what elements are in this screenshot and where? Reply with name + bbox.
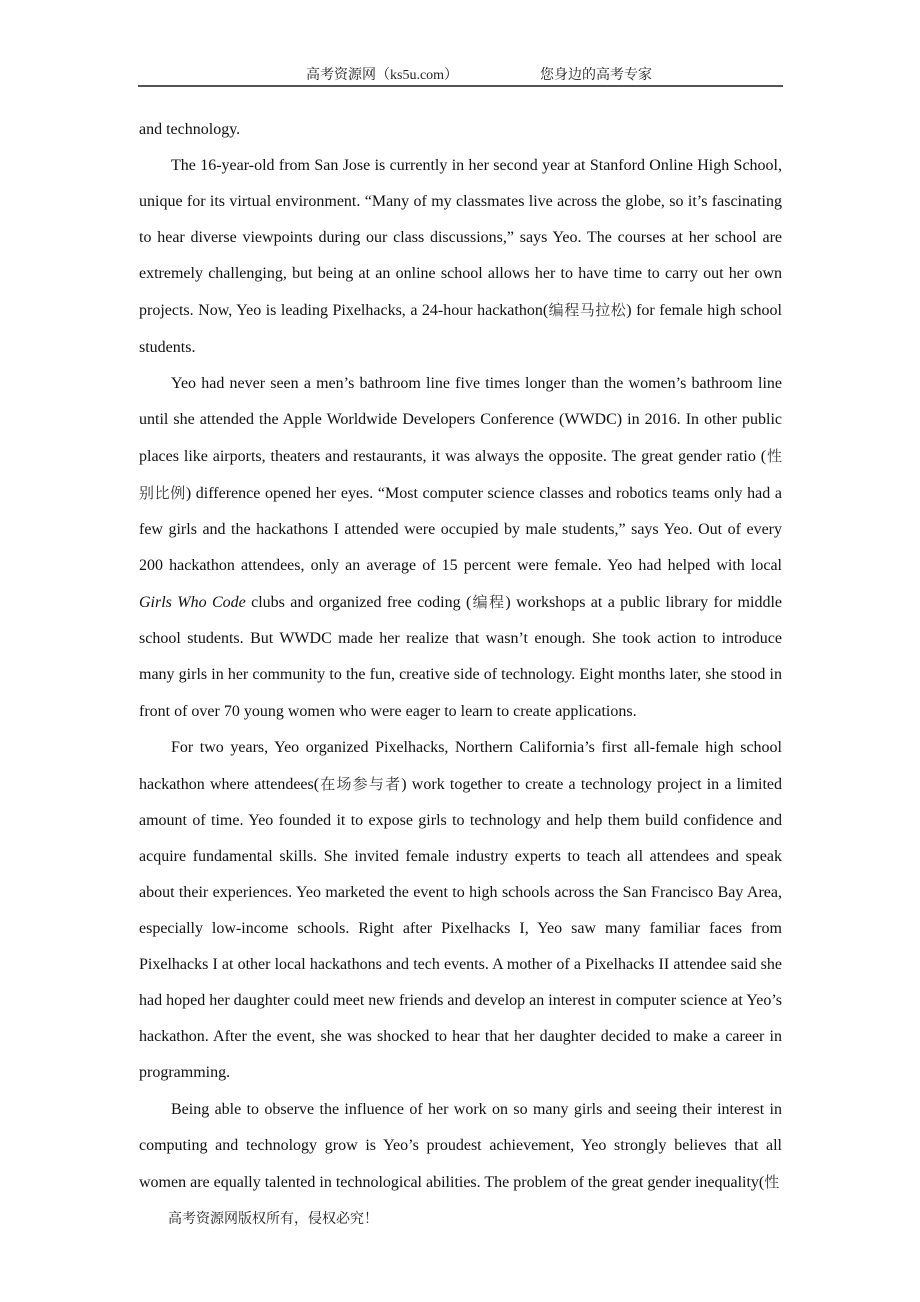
chinese-gloss: 性	[764, 1172, 780, 1191]
text-run: ) for female high school students.	[139, 302, 782, 356]
text-run: clubs and organized free coding (	[245, 594, 472, 612]
text-run: ) difference opened her eyes. “Most computer science classes and robotics teams only had a few girls and the hackathons I attended were occupied by male students,” says Yeo. Out of every 200 hackathon attendees, only an average of 15 percent were female. Yeo had helped with local	[139, 484, 782, 575]
italic-title: Girls Who Code	[139, 594, 246, 612]
text-run: For two years, Yeo organized Pixelhacks, Northern California’s first all-female high school hackathon where attendees(	[139, 738, 782, 793]
header-divider	[138, 85, 783, 87]
header-slogan: 您身边的高考专家	[540, 68, 652, 83]
text-run: Yeo had never seen a men’s bathroom line five times longer than the women’s bathroom line until she attended the Apple Worldwide Developers Conference (WWDC) in 2016. In other public places like airports, theaters and restaurants, it was always the opposite. The great gender ratio (	[139, 374, 782, 465]
text-run: ) workshops at a public library for middle school students. But WWDC made her realize that wasn’t enough. She took action to introduce many girls in her community to the fun, creative side of technology. Eight months later, she stood in front of over 70 young women who were eager to learn to create applications.	[139, 594, 782, 720]
document-body	[139, 112, 782, 1201]
paragraph-pixelhacks	[139, 730, 782, 1092]
page-header	[138, 64, 783, 86]
text-run: The 16-year-old from San Jose is currently in her second year at Stanford Online High School, unique for its virtual environment. “Many of my classmates live across the globe, so it’s fascinating to hear diverse viewpoints during our class discussions,” says Yeo. The courses at her school are extremely challenging, but being at an online school allows her to have time to carry out her own projects. Now, Yeo is leading Pixelhacks, a 24-hour hackathon(	[139, 157, 782, 320]
text-run: and technology.	[139, 121, 241, 138]
page-footer: 高考资源网版权所有，侵权必究！	[168, 1212, 378, 1227]
text-run: ) work together to create a technology project in a limited amount of time. Yeo founded it to expose girls to technology and help them build confidence and acquire fundamental skills. She invited female industry experts to teach all attendees and speak about their experiences. Yeo marketed the event to high schools across the San Francisco Bay Area, especially low-income schools. Right after Pixelhacks I, Yeo saw many familiar faces from Pixelhacks I at other local hackathons and tech events. A mother of a Pixelhacks II attendee said she had hoped her daughter could meet new friends and develop an interest in computer science at Yeo’s hackathon. After the event, she was shocked to hear that her daughter decided to make a career in programming.	[139, 775, 783, 1082]
chinese-gloss: 在场参与者	[319, 774, 402, 793]
header-site-name: 高考资源网（ks5u.com）	[306, 68, 459, 83]
paragraph-achievement	[139, 1092, 782, 1201]
text-run: Being able to observe the influence of her work on so many girls and seeing their interest in computing and technology grow is Yeo’s proudest achievement, Yeo strongly believes that all women are equally talented in technological abilities. The problem of the great gender inequality(	[139, 1100, 782, 1191]
chinese-gloss: 编程	[471, 593, 506, 612]
paragraph-stanford-online	[139, 148, 782, 366]
chinese-gloss: 编程马拉松	[548, 301, 627, 320]
chinese-gloss: 性别比例	[139, 446, 782, 502]
paragraph-wwdc	[139, 366, 782, 730]
paragraph-continuation	[139, 112, 782, 148]
